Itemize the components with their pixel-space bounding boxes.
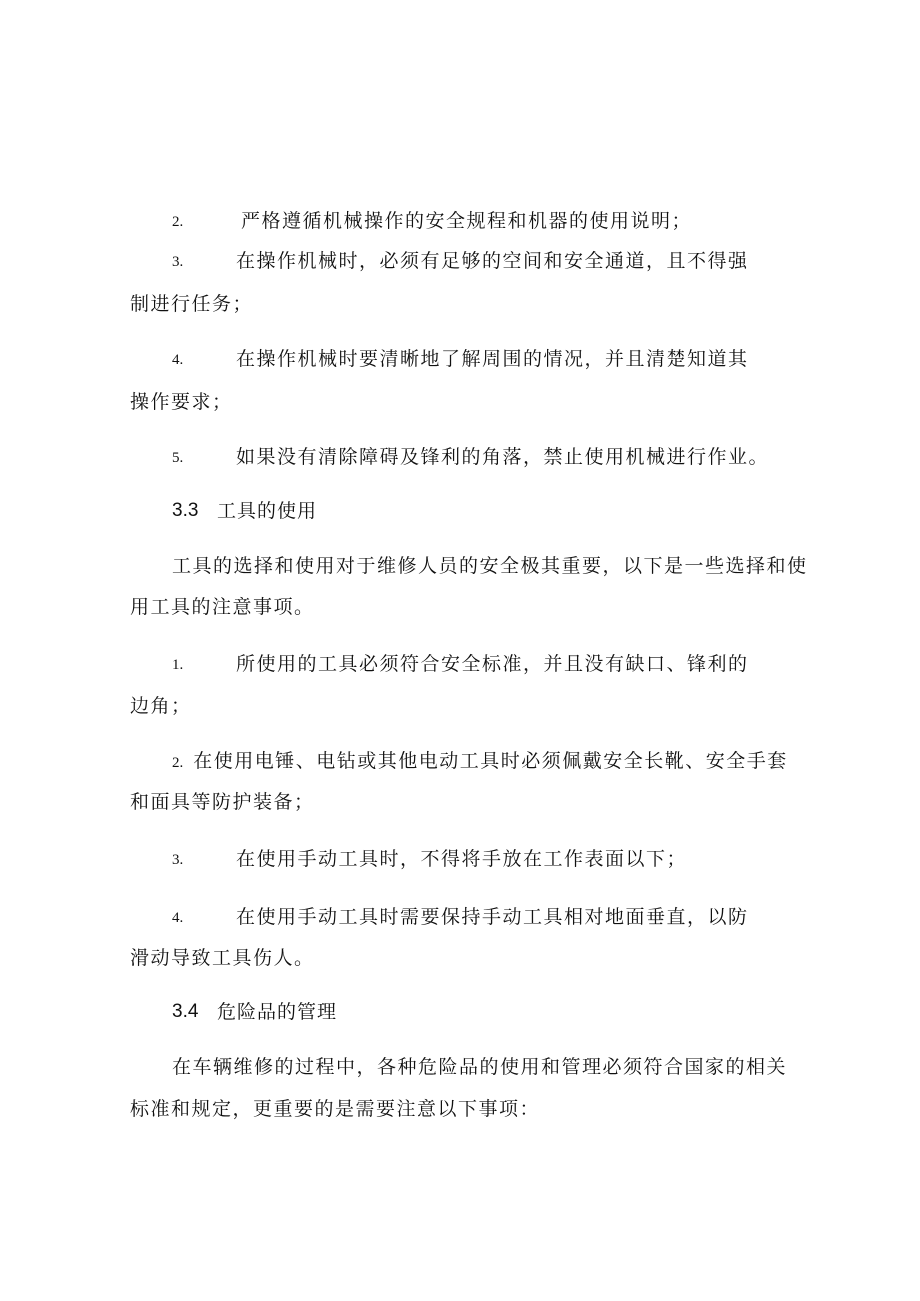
section-title: 危险品的管理 [217, 1001, 338, 1023]
list-item-number: 4. [172, 910, 184, 926]
list-item-number: 2. [172, 214, 184, 230]
list-item-text: 严格遵循机械操作的安全规程和机器的使用说明； [241, 210, 693, 232]
list-item-number: 3. [172, 852, 184, 868]
list-item-text-continued: 滑动导致工具伤人。 [130, 947, 315, 969]
list-item-text-continued: 边角； [130, 695, 192, 717]
list-item-number: 3. [172, 254, 184, 270]
section-title: 工具的使用 [217, 500, 318, 522]
paragraph-text-continued: 用工具的注意事项。 [130, 596, 315, 618]
list-item-text: 所使用的工具必须符合安全标准，并且没有缺口、锋利的 [236, 653, 749, 675]
list-item-text-continued: 和面具等防护装备； [130, 791, 315, 813]
list-item-body: 在使用电锤、电钻或其他电动工具时必须佩戴安全长靴、安全手套 [193, 750, 788, 772]
list-item-text: 在使用手动工具时，不得将手放在工作表面以下； [236, 848, 688, 870]
paragraph-text: 在车辆维修的过程中，各种危险品的使用和管理必须符合国家的相关 [172, 1056, 788, 1078]
list-item-number: 5. [172, 450, 184, 466]
list-item-text: 在使用手动工具时需要保持手动工具相对地面垂直，以防 [236, 906, 749, 928]
list-item-text [172, 748, 788, 776]
list-item-text: 在操作机械时，必须有足够的空间和安全通道，且不得强 [236, 250, 749, 272]
paragraph-text-continued: 标准和规定，更重要的是需要注意以下事项： [130, 1098, 541, 1120]
list-item-text-continued: 制进行任务； [130, 293, 254, 315]
section-number: 3.4 [172, 1001, 199, 1022]
list-item-number: 1. [172, 657, 184, 673]
list-item-number: 4. [172, 352, 184, 368]
list-item-number: 2. [172, 755, 184, 771]
list-item-text: 在操作机械时要清晰地了解周围的情况，并且清楚知道其 [236, 348, 749, 370]
list-item-text-continued: 操作要求； [130, 391, 233, 413]
list-item-text: 如果没有清除障碍及锋利的角落，禁止使用机械进行作业。 [236, 446, 770, 468]
paragraph-text: 工具的选择和使用对于维修人员的安全极其重要，以下是一些选择和使 [172, 555, 808, 577]
section-number: 3.3 [172, 500, 199, 521]
